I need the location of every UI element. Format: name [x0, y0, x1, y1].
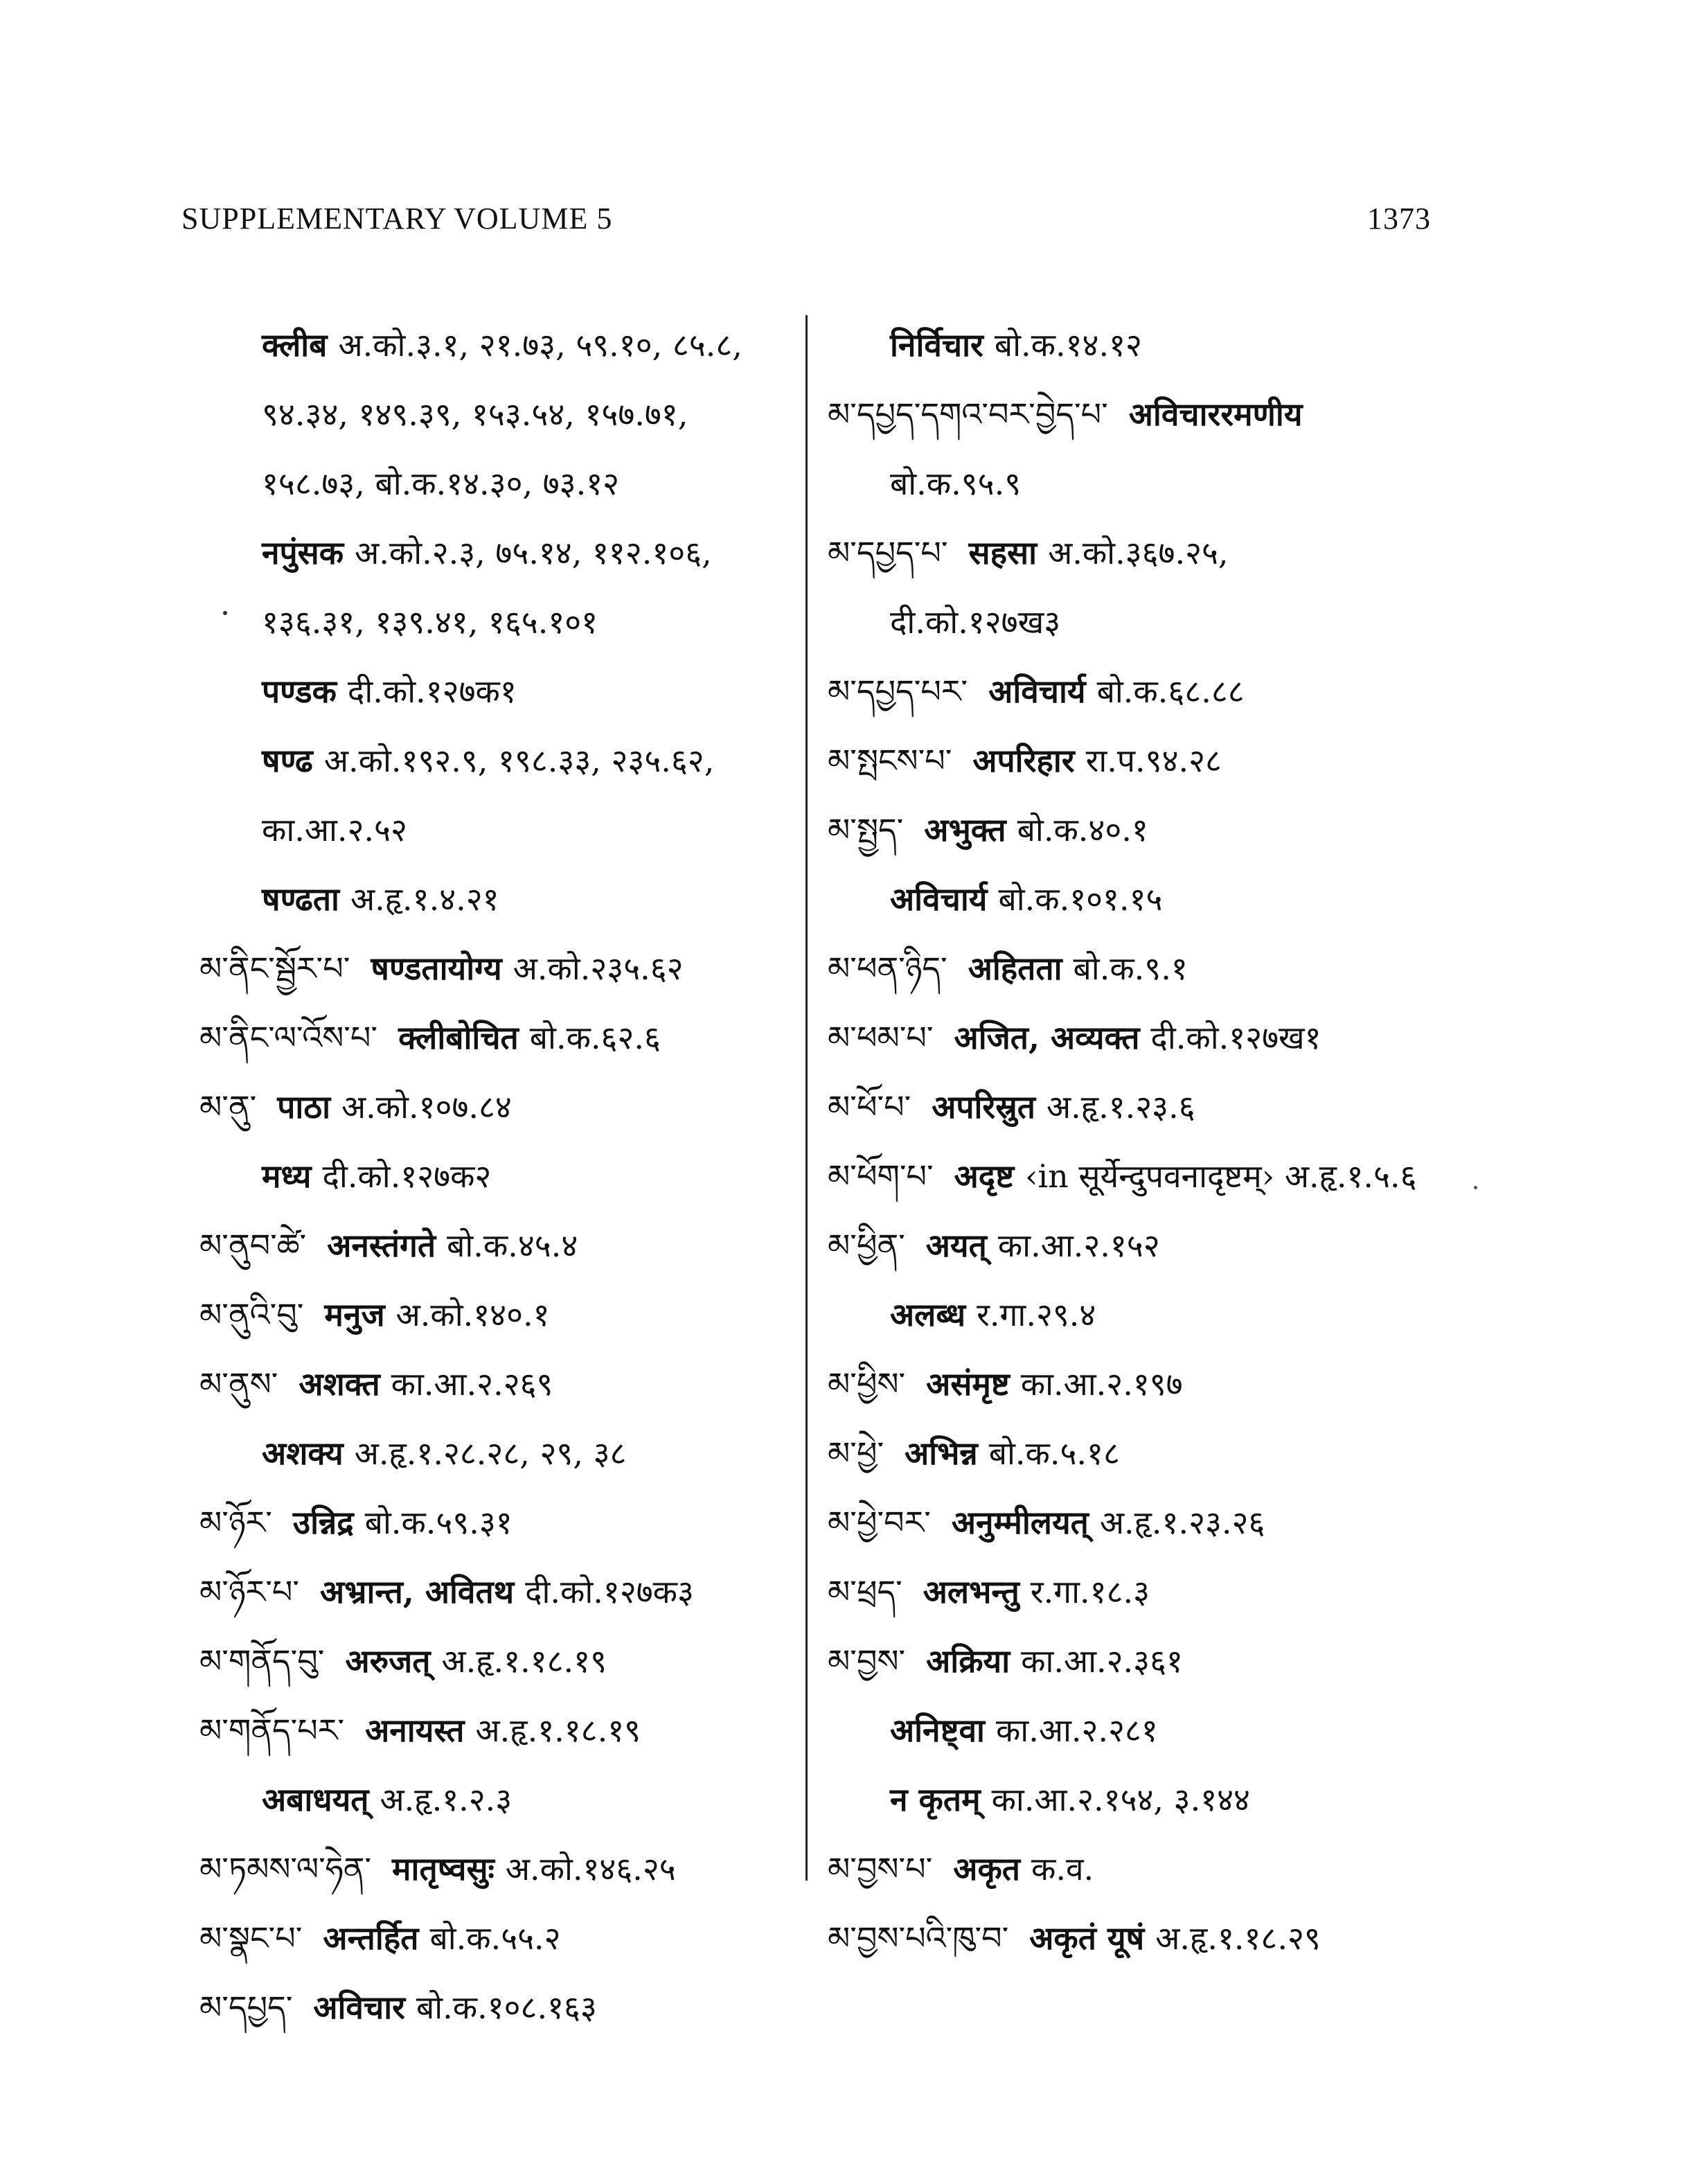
source-reference: बो.क.४५.४: [447, 1227, 578, 1264]
tibetan-headword: མ་ནུ་: [199, 1088, 257, 1126]
source-reference: रा.प.९४.२८: [1085, 742, 1222, 779]
tibetan-headword: མ་ཕན་ཉིད་: [828, 950, 947, 987]
sanskrit-equivalent: पण्डक: [262, 673, 337, 710]
source-reference: का.आ.२.२६९: [391, 1365, 553, 1403]
sanskrit-equivalent: अशक्त: [299, 1365, 380, 1403]
tibetan-headword: མ་ཕྱིས་: [828, 1365, 906, 1403]
tibetan-headword: མ་བྱས་: [828, 1642, 906, 1680]
dictionary-entry-line: [199, 795, 802, 864]
source-reference: बो.क.४०.१: [1017, 811, 1148, 849]
sanskrit-equivalent: अयत्: [925, 1227, 987, 1264]
dictionary-entry-line: [828, 1211, 1493, 1280]
sanskrit-equivalent: षण्डतायोग्य: [371, 950, 502, 987]
dictionary-entry-line: [828, 1903, 1493, 1973]
source-reference: अ.हृ.१.१८.१९: [441, 1642, 607, 1680]
sanskrit-equivalent: पाठा: [277, 1088, 330, 1126]
tibetan-headword: མ་དཔྱད་པར་: [828, 673, 968, 710]
dictionary-entry-line: [828, 380, 1493, 449]
source-reference: का.आ.२.१५४, ३.१४४: [991, 1781, 1250, 1818]
source-reference: १५८.७३, बो.क.१४.३०, ७३.१२: [262, 465, 620, 502]
source-reference: अ.हृ.१.४.२१: [350, 880, 499, 918]
dictionary-entry-line: [199, 1696, 802, 1765]
sanskrit-equivalent: अपरिहार: [972, 742, 1075, 779]
dictionary-entry-line: [828, 1557, 1493, 1626]
tibetan-headword: མ་ཕྱིན་: [828, 1227, 905, 1264]
dictionary-entry-line: [199, 1419, 802, 1488]
stray-mark: [1474, 1186, 1477, 1189]
source-reference: का.आ.२.३६१: [1021, 1642, 1183, 1680]
tibetan-headword: མ་ཕོག་པ་: [828, 1157, 934, 1195]
source-reference: अ.हृ.१.२३.२६: [1099, 1504, 1265, 1541]
sanskrit-equivalent: अरुजत्: [345, 1642, 431, 1680]
column-divider: [805, 315, 808, 1881]
tibetan-headword: མ་ཕྱེ་: [828, 1435, 884, 1472]
sanskrit-equivalent: अविचार: [313, 1989, 405, 2026]
source-reference: अ.हृ.१.२३.६: [1047, 1088, 1195, 1126]
dictionary-entry-line: [828, 1072, 1493, 1142]
dictionary-entry-line: [199, 449, 802, 518]
dictionary-entry-line: [199, 1557, 802, 1626]
sanskrit-equivalent: उन्निद्र: [292, 1504, 354, 1541]
source-reference: बो.क.६२.६: [529, 1019, 661, 1056]
source-reference: अ.हृ.१.२८.२८, २९, ३८: [354, 1435, 627, 1472]
dictionary-entry-line: [199, 310, 802, 380]
sanskrit-equivalent: अदृष्ट: [954, 1157, 1015, 1195]
source-reference: बो.क.१०८.१६३: [416, 1989, 597, 2026]
sanskrit-equivalent: अहितता: [968, 950, 1062, 987]
source-reference: अ.को.३६७.२५,: [1048, 534, 1229, 571]
source-reference: बो.क.५९.३१: [364, 1504, 513, 1541]
tibetan-headword: མ་ཕམ་པ་: [828, 1019, 934, 1056]
source-reference: अ.हृ.१.२.३: [380, 1781, 513, 1818]
tibetan-headword: མ་སྣང་པ་: [199, 1919, 303, 1957]
source-reference: अ.हृ.१.१८.१९: [475, 1712, 641, 1749]
tibetan-headword: མ་ཕྱེ་བར་: [828, 1504, 931, 1541]
dictionary-entry-line: [828, 1626, 1493, 1696]
dictionary-entry-line: [828, 1003, 1493, 1072]
source-reference: अ.को.३.१, २१.७३, ५९.१०, ८५.८,: [338, 326, 742, 364]
dictionary-entry-line: [199, 1903, 802, 1973]
dictionary-entry-line: [828, 657, 1493, 726]
tibetan-headword: མ་གནོད་པར་: [199, 1712, 345, 1749]
dictionary-entry-line: [199, 934, 802, 1003]
source-reference: अ.हृ.१.१८.२९: [1155, 1919, 1321, 1957]
sanskrit-equivalent: अजित, अव्यक्त: [954, 1019, 1140, 1056]
dictionary-entry-line: [828, 1834, 1493, 1903]
sanskrit-equivalent: नपुंसक: [262, 534, 344, 571]
source-reference: क.व.: [1031, 1850, 1094, 1888]
source-reference: का.आ.२.१५२: [997, 1227, 1160, 1264]
source-reference: अ.को.२.३, ७५.१४, ११२.१०६,: [355, 534, 712, 571]
dictionary-entry-line: [828, 1696, 1493, 1765]
sanskrit-equivalent: अलब्ध: [890, 1296, 966, 1333]
sanskrit-equivalent: अविचाररमणीय: [1128, 396, 1303, 433]
dictionary-entry-line: [199, 380, 802, 449]
dictionary-entry-line: [199, 1072, 802, 1142]
dictionary-entry-line: [828, 518, 1493, 587]
source-reference: दी.को.१२७क२: [322, 1157, 492, 1195]
source-reference: बो.क.१४.१२: [994, 326, 1142, 364]
dictionary-entry-line: [199, 726, 802, 795]
source-reference: र.गा.२९.४: [977, 1296, 1096, 1333]
dictionary-entry-line: [828, 449, 1493, 518]
tibetan-headword: མ་ཏམས་ལ་ཧེན་: [199, 1850, 372, 1888]
source-reference: दी.को.१२७क३: [525, 1573, 694, 1610]
sanskrit-equivalent: अक्रिया: [926, 1642, 1010, 1680]
source-reference: अ.को.१४०.१: [395, 1296, 550, 1333]
sanskrit-equivalent: अन्तर्हित: [323, 1919, 419, 1957]
right-column: [828, 310, 1493, 1973]
source-reference: दी.को.१२७क१: [347, 673, 517, 710]
source-reference: ९४.३४, १४९.३९, १५३.५४, १५७.७१,: [262, 396, 688, 433]
sanskrit-equivalent: मातृष्वसुः: [392, 1850, 495, 1888]
dictionary-entry-line: [199, 1834, 802, 1903]
source-reference: दी.को.१२७ख३: [890, 603, 1061, 641]
dictionary-entry-line: [199, 1488, 802, 1557]
tibetan-headword: མ་སྤྱད་: [828, 811, 904, 849]
sanskrit-equivalent: क्लीब: [262, 326, 328, 364]
source-reference: बो.क.९५.९: [890, 465, 1022, 502]
tibetan-headword: མ་ནིང་ལ་འོས་པ་: [199, 1019, 378, 1056]
stray-mark: [223, 611, 227, 615]
tibetan-headword: མ་ནིང་སྦྱོར་པ་: [199, 950, 350, 987]
sanskrit-equivalent: सहसा: [968, 534, 1037, 571]
tibetan-headword: མ་དཔྱད་པ་: [828, 534, 948, 571]
source-reference: अ.को.१९२.९, १९८.३३, २३५.६२,: [323, 742, 715, 779]
dictionary-entry-line: [199, 864, 802, 934]
source-reference: का.आ.२.१९७: [1020, 1365, 1183, 1403]
tibetan-headword: མ་ཕོ་པ་: [828, 1088, 911, 1126]
dictionary-entry-line: [199, 1142, 802, 1211]
source-reference: का.आ.२.५२: [262, 811, 407, 849]
sanskrit-equivalent: अनिष्ट्वा: [890, 1712, 985, 1749]
source-reference: दी.को.१२७ख१: [1150, 1019, 1321, 1056]
sanskrit-equivalent: अनुम्मीलयत्: [951, 1504, 1089, 1541]
dictionary-entry-line: [828, 1488, 1493, 1557]
dictionary-entry-line: [828, 1765, 1493, 1834]
dictionary-entry-line: [828, 726, 1493, 795]
dictionary-entry-line: [828, 1142, 1493, 1211]
source-reference: १३६.३१, १३९.४१, १६५.१०१: [262, 603, 598, 641]
dictionary-entry-line: [199, 587, 802, 657]
sanskrit-equivalent: असंमृष्ट: [926, 1365, 1010, 1403]
dictionary-entry-line: [828, 587, 1493, 657]
sanskrit-equivalent: षण्ढता: [262, 880, 339, 918]
sanskrit-equivalent: क्लीबोचित: [398, 1019, 519, 1056]
source-reference: अ.को.२३५.६२: [513, 950, 684, 987]
sanskrit-equivalent: अभुक्त: [924, 811, 1006, 849]
source-reference: ‹in सूर्येन्दुपवनादृष्टम्› अ.हृ.१.५.६: [1025, 1157, 1417, 1195]
source-reference: बो.क.६८.८८: [1096, 673, 1245, 710]
dictionary-entry-line: [828, 310, 1493, 380]
page-number: 1373: [1367, 202, 1431, 236]
sanskrit-equivalent: न कृतम्: [890, 1781, 981, 1818]
dictionary-entry-line: [199, 518, 802, 587]
sanskrit-equivalent: अभिन्न: [905, 1435, 978, 1472]
sanskrit-equivalent: मनुज: [324, 1296, 385, 1333]
tibetan-headword: མ་ནུའི་བུ་: [199, 1296, 304, 1333]
dictionary-entry-line: [828, 864, 1493, 934]
dictionary-entry-line: [199, 657, 802, 726]
sanskrit-equivalent: अभ्रान्त, अवितथ: [320, 1573, 515, 1610]
tibetan-headword: མ་བྱས་པ་: [828, 1850, 933, 1888]
dictionary-entry-line: [199, 1765, 802, 1834]
sanskrit-equivalent: अकृत: [953, 1850, 1020, 1888]
tibetan-headword: མ་ཉོར་: [199, 1504, 272, 1541]
tibetan-headword: མ་གནོད་བུ་: [199, 1642, 325, 1680]
dictionary-entry-line: [199, 1626, 802, 1696]
dictionary-entry-line: [199, 1211, 802, 1280]
dictionary-entry-line: [199, 1973, 802, 2042]
dictionary-entry-line: [828, 1419, 1493, 1488]
sanskrit-equivalent: अपरिस्रुत: [932, 1088, 1036, 1126]
source-reference: बो.क.९.१: [1073, 950, 1188, 987]
tibetan-headword: མ་ཕྲད་: [828, 1573, 902, 1610]
dictionary-entry-line: [199, 1280, 802, 1349]
source-reference: अ.को.१४६.२५: [505, 1850, 676, 1888]
dictionary-entry-line: [828, 1280, 1493, 1349]
sanskrit-equivalent: निर्विचार: [890, 326, 983, 364]
running-header: SUPPLEMENTARY VOLUME 5: [181, 202, 613, 236]
dictionary-entry-line: [199, 1003, 802, 1072]
sanskrit-equivalent: अविचार्य: [890, 880, 988, 918]
sanskrit-equivalent: मध्य: [262, 1157, 312, 1195]
left-column: [199, 310, 802, 2042]
source-reference: बो.क.५५.२: [429, 1919, 561, 1957]
tibetan-headword: མ་ཉོར་པ་: [199, 1573, 300, 1610]
source-reference: बो.क.१०१.१५: [998, 880, 1163, 918]
tibetan-headword: མ་སྤངས་པ་: [828, 742, 952, 779]
source-reference: अ.को.१०७.८४: [341, 1088, 512, 1126]
sanskrit-equivalent: अशक्य: [262, 1435, 344, 1472]
tibetan-headword: མ་དཔྱད་དགའ་བར་བྱེད་པ་: [828, 396, 1108, 433]
source-reference: र.गा.१८.३: [1030, 1573, 1150, 1610]
dictionary-entry-line: [828, 795, 1493, 864]
dictionary-entry-line: [828, 934, 1493, 1003]
tibetan-headword: མ་ནུས་: [199, 1365, 278, 1403]
dictionary-entry-line: [828, 1349, 1493, 1419]
sanskrit-equivalent: अनस्तंगते: [327, 1227, 436, 1264]
sanskrit-equivalent: अविचार्य: [988, 673, 1086, 710]
sanskrit-equivalent: अलभन्तु: [923, 1573, 1019, 1610]
sanskrit-equivalent: अकृतं यूषं: [1029, 1919, 1145, 1957]
tibetan-headword: མ་ནུབ་ཚེ་: [199, 1227, 307, 1264]
tibetan-headword: མ་དཔྱད་: [199, 1989, 293, 2026]
source-reference: बो.क.५.१८: [988, 1435, 1120, 1472]
sanskrit-equivalent: अबाधयत्: [262, 1781, 369, 1818]
tibetan-headword: མ་བྱས་པའི་ཁུ་བ་: [828, 1919, 1009, 1957]
sanskrit-equivalent: अनायस्त: [365, 1712, 465, 1749]
sanskrit-equivalent: षण्ढ: [262, 742, 313, 779]
source-reference: का.आ.२.२८१: [995, 1712, 1158, 1749]
dictionary-entry-line: [199, 1349, 802, 1419]
